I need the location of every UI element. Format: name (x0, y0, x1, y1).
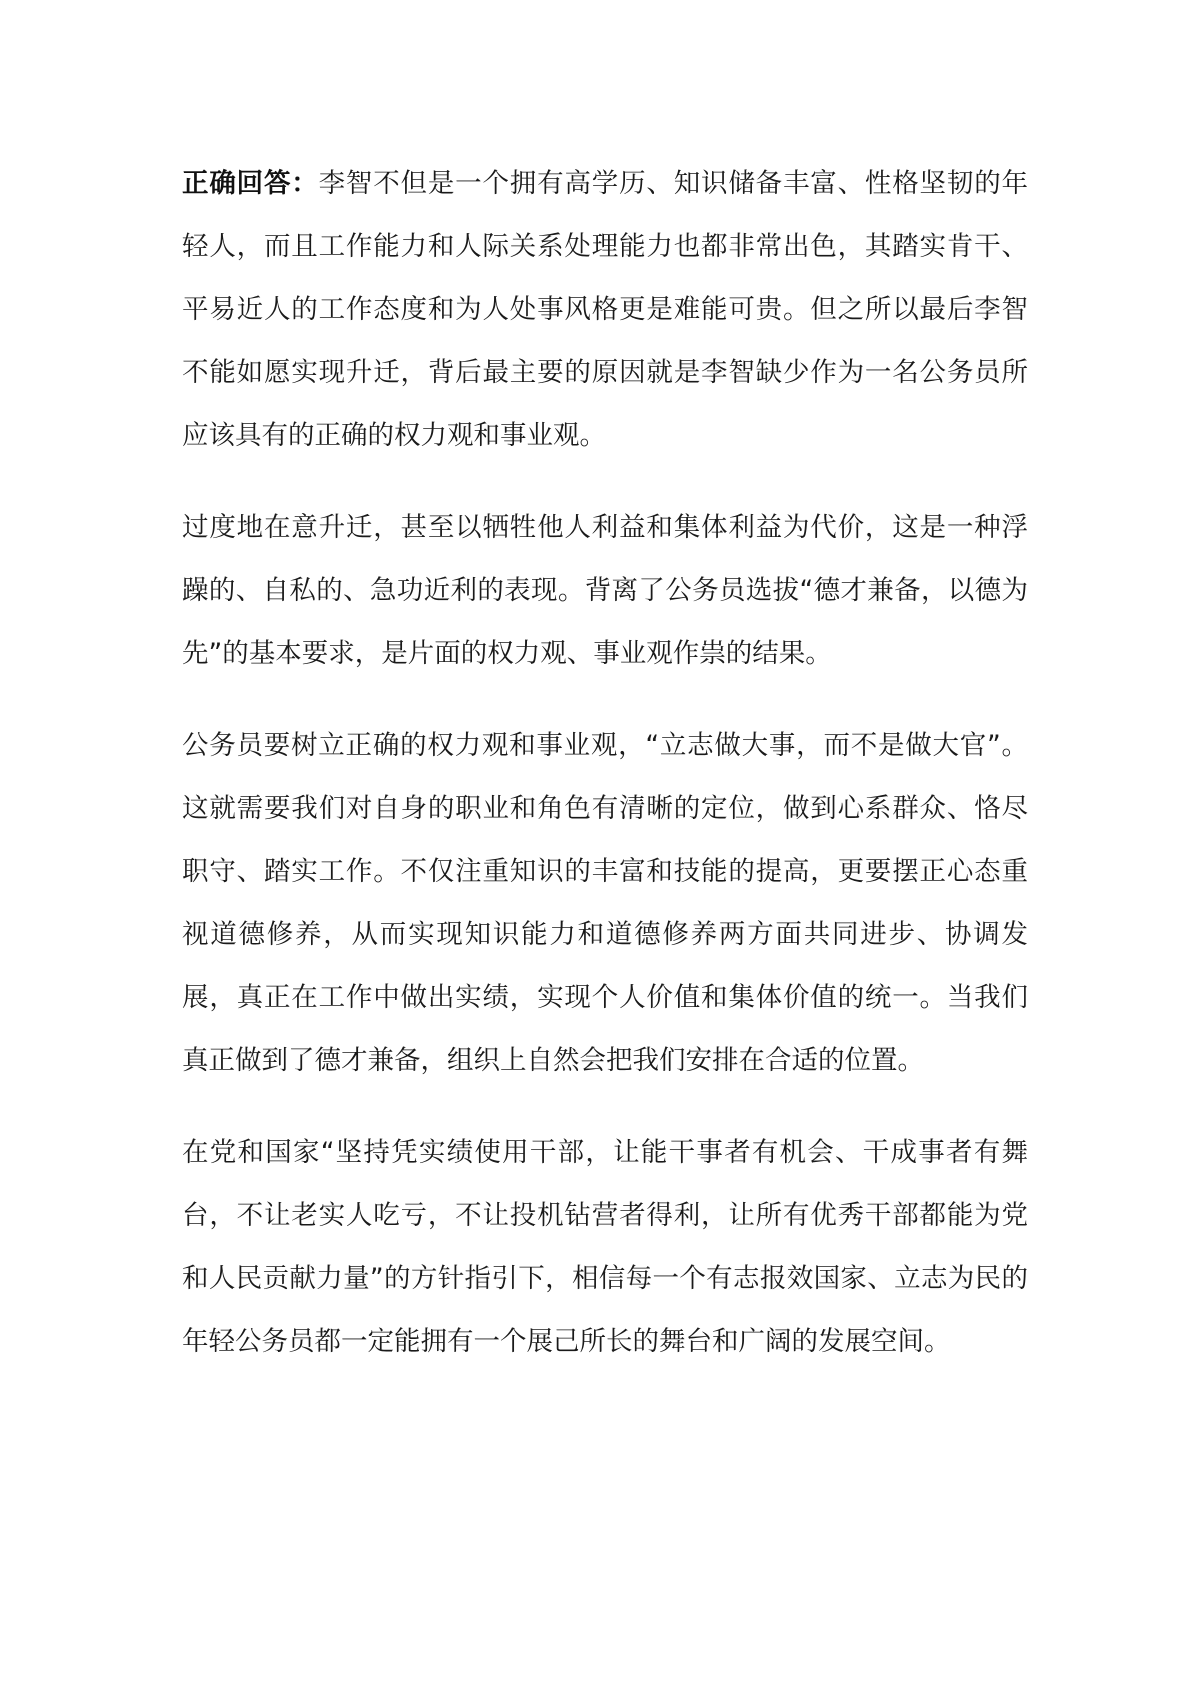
answer-heading: 正确回答： (182, 168, 319, 199)
paragraph-3: 公务员要树立正确的权力观和事业观，“立志做大事，而不是做大官”。这就需要我们对自身的职业和角色有清晰的定位，做到心系群众、恪尽职守、踏实工作。不仅注重知识的丰富和技能的提高，更要摆正心态重视道德修养，从而实现知识能力和道德修养两方面共同进步、协调发展，真正在工作中做出实绩，实现个人价值和集体价值的统一。当我们真正做到了德才兼备，组织上自然会把我们安排在合适的位置。 (182, 730, 1028, 1076)
paragraph-2: 过度地在意升迁，甚至以牺牲他人利益和集体利益为代价，这是一种浮躁的、自私的、急功近利的表现。背离了公务员选拔“德才兼备，以德为先”的基本要求，是片面的权力观、事业观作祟的结果。 (182, 512, 1028, 669)
paragraph-4: 在党和国家“坚持凭实绩使用干部，让能干事者有机会、干成事者有舞台，不让老实人吃亏，不让投机钻营者得利，让所有优秀干部都能为党和人民贡献力量”的方针指引下，相信每一个有志报效国家、立志为民的年轻公务员都一定能拥有一个展己所长的舞台和广阔的发展空间。 (182, 1137, 1028, 1357)
paragraph-1-text: 李智不但是一个拥有高学历、知识储备丰富、性格坚韧的年轻人，而且工作能力和人际关系处理能力也都非常出色，其踏实肯干、平易近人的工作态度和为人处事风格更是难能可贵。但之所以最后李智不能如愿实现升迁，背后最主要的原因就是李智缺少作为一名公务员所应该具有的正确的权力观和事业观。 (182, 168, 1029, 451)
document-body (182, 152, 1028, 1402)
paragraph-1 (182, 152, 1028, 467)
